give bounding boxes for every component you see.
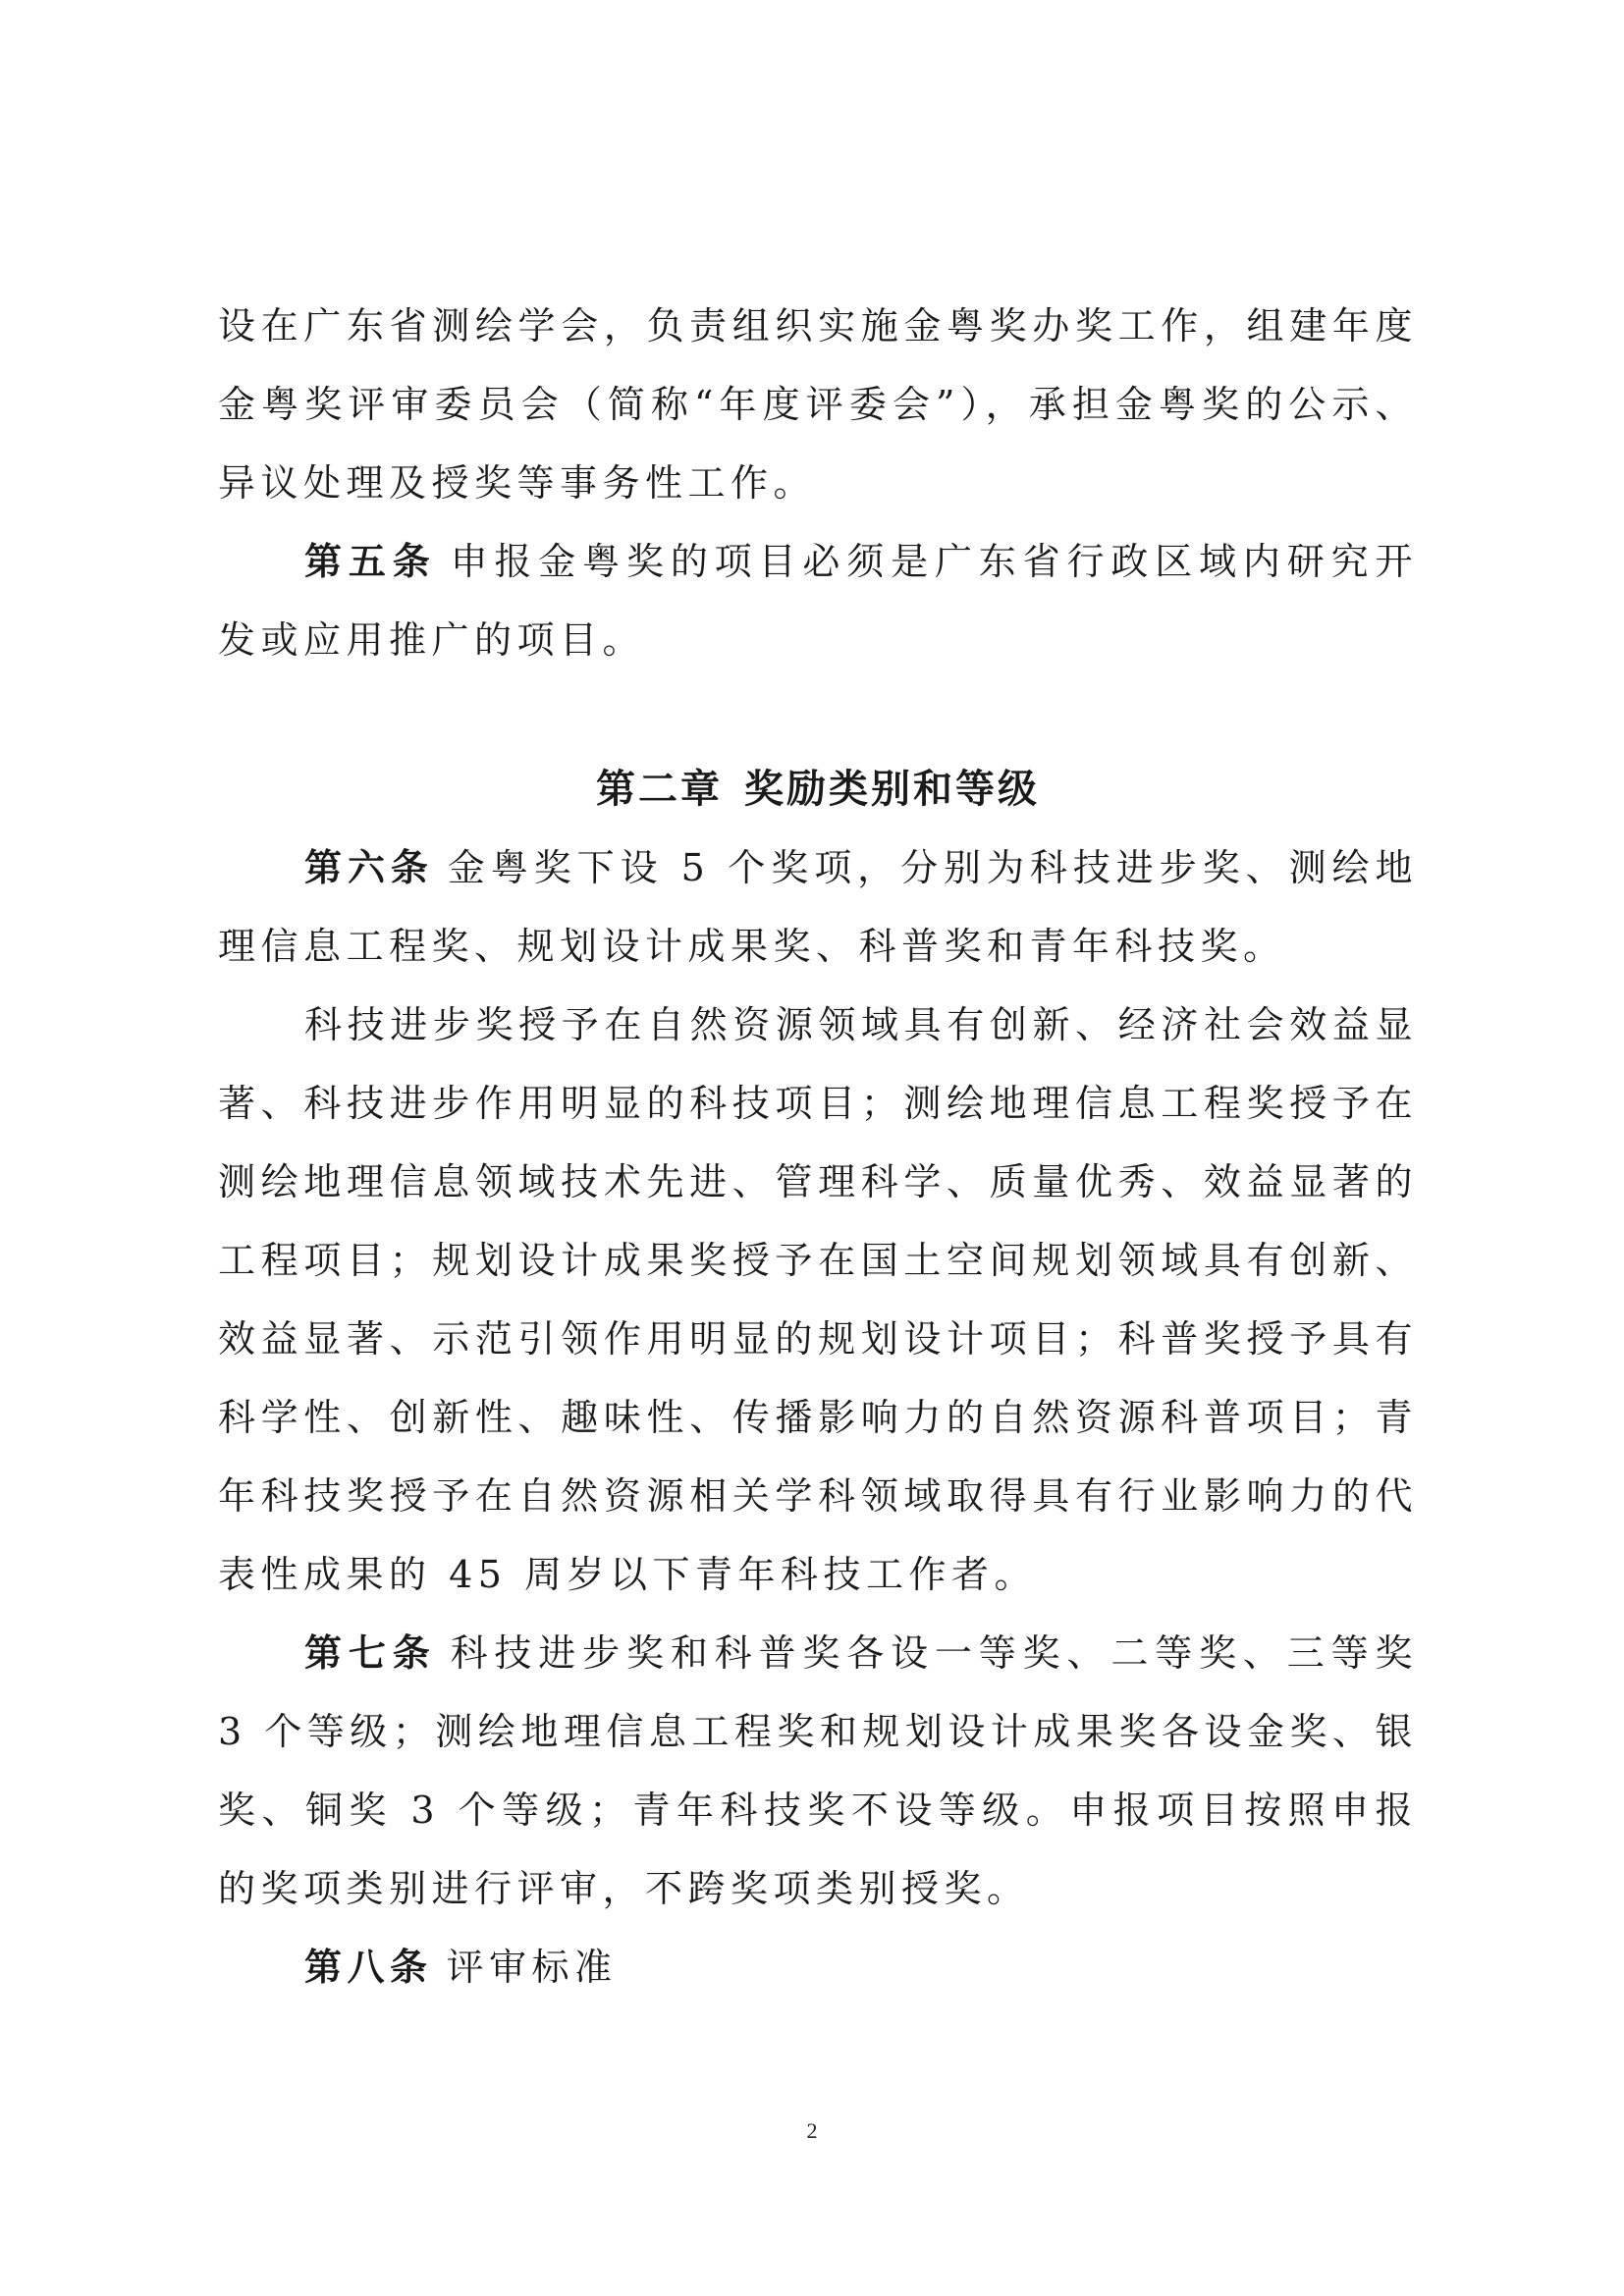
article-6-text: 金粤奖下设 5 个奖项，分别为科技进步奖、测绘地理信息工程奖、规划设计成果奖、科普奖和青年科技奖。 — [218, 846, 1418, 968]
article-6-label: 第六条 — [304, 846, 434, 889]
chapter-number: 第二章 — [596, 767, 723, 812]
chapter-heading — [218, 750, 1418, 828]
paragraph-continuation: 设在广东省测绘学会，负责组织实施金粤奖办奖工作，组建年度金粤奖评审委员会（简称“年度评委会”），承担金粤奖的公示、异议处理及授奖等事务性工作。 — [218, 304, 1418, 505]
article-8-label: 第八条 — [304, 1946, 433, 1989]
article-6 — [218, 828, 1418, 986]
award-description-paragraph: 科技进步奖授予在自然资源领域具有创新、经济社会效益显著、科技进步作用明显的科技项目；测绘地理信息工程奖授予在测绘地理信息领域技术先进、管理科学、质量优秀、效益显著的工程项目；规划设计成果奖授予在国土空间规划领域具有创新、效益显著、示范引领作用明显的规划设计项目；科普奖授予具有科学性、创新性、趣味性、传播影响力的自然资源科普项目；青年科技奖授予在自然资源相关学科领域取得具有行业影响力的代表性成果的 45 周岁以下青年科技工作者。 — [218, 1003, 1418, 1596]
page-number: 2 — [806, 2118, 818, 2143]
article-5 — [218, 522, 1418, 679]
article-7-label: 第七条 — [304, 1631, 437, 1675]
document-body — [218, 287, 1418, 2006]
chapter-title: 奖励类别和等级 — [744, 767, 1040, 812]
article-8 — [218, 1928, 1418, 2006]
article-8-text: 评审标准 — [446, 1946, 618, 1989]
article-7 — [218, 1614, 1418, 1928]
article-5-text: 申报金粤奖的项目必须是广东省行政区域内研究开发或应用推广的项目。 — [218, 540, 1418, 662]
article-7-text: 科技进步奖和科普奖各设一等奖、二等奖、三等奖 3 个等级；测绘地理信息工程奖和规划设计成果奖各设金奖、银奖、铜奖 3 个等级；青年科技奖不设等级。申报项目按照申报的奖项类别进行评审，不跨奖项类别授奖。 — [218, 1631, 1418, 1910]
article-5-label: 第五条 — [304, 540, 437, 583]
